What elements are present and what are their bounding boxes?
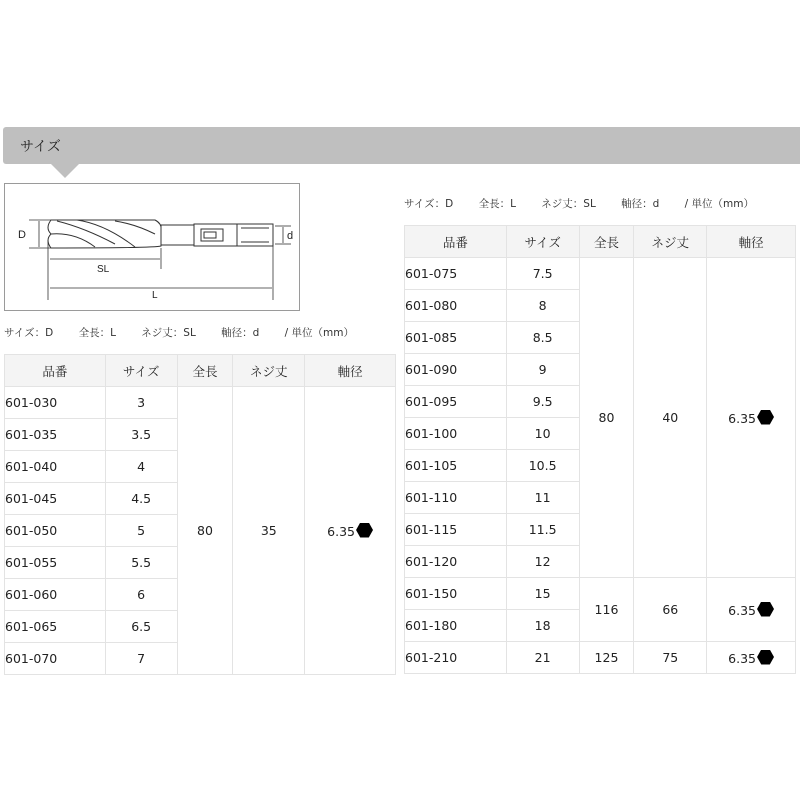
banner-pointer [51, 164, 79, 178]
size: 21 [506, 642, 579, 674]
size: 18 [506, 610, 579, 642]
part-number: 601-065 [5, 611, 106, 643]
part-number: 601-095 [405, 386, 507, 418]
part-number: 601-075 [405, 258, 507, 290]
screw-length: 75 [634, 642, 707, 674]
shank-diameter: 6.35 [327, 523, 356, 539]
table-header-row [405, 226, 796, 258]
header-total-length: 全長 [177, 355, 233, 387]
size: 15 [506, 578, 579, 610]
part-number: 601-035 [5, 419, 106, 451]
part-number: 601-060 [5, 579, 106, 611]
diagram-label-l: L [152, 290, 158, 301]
part-number: 601-040 [5, 451, 106, 483]
part-number: 601-030 [5, 387, 106, 419]
shank-diameter: 6.35 [728, 602, 757, 618]
total-length: 116 [579, 578, 634, 642]
shank-diameter-cell [707, 258, 796, 578]
size: 5 [105, 515, 177, 547]
spec-table-left [4, 354, 396, 675]
size: 4 [105, 451, 177, 483]
shank-diameter-cell [305, 387, 396, 675]
part-number: 601-100 [405, 418, 507, 450]
part-number: 601-045 [5, 483, 106, 515]
part-number: 601-090 [405, 354, 507, 386]
header-size: サイズ [105, 355, 177, 387]
part-number: 601-085 [405, 322, 507, 354]
part-number: 601-115 [405, 514, 507, 546]
screw-length: 66 [634, 578, 707, 642]
size: 6.5 [105, 611, 177, 643]
screw-length: 40 [634, 258, 707, 578]
dimension-legend-right [404, 196, 754, 211]
shank-diameter: 6.35 [728, 650, 757, 666]
section-title: サイズ [20, 139, 61, 155]
shank-diameter: 6.35 [728, 410, 757, 426]
part-number: 601-055 [5, 547, 106, 579]
size: 12 [506, 546, 579, 578]
header-shank-diameter: 軸径 [707, 226, 796, 258]
shank-diameter-cell [707, 642, 796, 674]
legend-shank-diameter: 軸径：d [621, 198, 660, 210]
hex-shank-icon [356, 523, 373, 538]
part-number: 601-210 [405, 642, 507, 674]
header-screw-length: ネジ丈 [634, 226, 707, 258]
header-part-number: 品番 [405, 226, 507, 258]
size: 5.5 [105, 547, 177, 579]
legend-size: サイズ：D [4, 327, 54, 339]
legend-total-length: 全長：L [78, 327, 116, 339]
table-row [405, 578, 796, 610]
shank-diameter-cell [707, 578, 796, 642]
hex-shank-icon [757, 602, 774, 617]
hex-shank-icon [757, 410, 774, 425]
table-row [405, 642, 796, 674]
screw-length: 35 [233, 387, 305, 675]
legend-unit: / 単位（mm） [284, 327, 355, 339]
table-row [5, 387, 396, 419]
legend-unit: / 単位（mm） [684, 198, 755, 210]
part-number: 601-120 [405, 546, 507, 578]
diagram-label-sl: SL [97, 264, 110, 275]
diagram-label-d-upper: D [18, 229, 26, 241]
size: 11.5 [506, 514, 579, 546]
section-banner [3, 127, 800, 164]
part-number: 601-070 [5, 643, 106, 675]
header-part-number: 品番 [5, 355, 106, 387]
total-length: 80 [177, 387, 233, 675]
part-number: 601-150 [405, 578, 507, 610]
size: 3 [105, 387, 177, 419]
header-total-length: 全長 [579, 226, 634, 258]
size: 7.5 [506, 258, 579, 290]
total-length: 125 [579, 642, 634, 674]
dimension-legend-left [4, 325, 354, 340]
header-shank-diameter: 軸径 [305, 355, 396, 387]
legend-screw-length: ネジ丈：SL [541, 198, 596, 210]
diagram-label-d-lower: d [287, 230, 294, 242]
size: 9 [506, 354, 579, 386]
legend-shank-diameter: 軸径：d [221, 327, 260, 339]
size: 8.5 [506, 322, 579, 354]
spec-table-right [404, 225, 796, 674]
header-size: サイズ [506, 226, 579, 258]
size: 10.5 [506, 450, 579, 482]
size: 6 [105, 579, 177, 611]
table-header-row [5, 355, 396, 387]
legend-total-length: 全長：L [478, 198, 516, 210]
part-number: 601-080 [405, 290, 507, 322]
size: 4.5 [105, 483, 177, 515]
size: 8 [506, 290, 579, 322]
size: 3.5 [105, 419, 177, 451]
size: 10 [506, 418, 579, 450]
part-number: 601-050 [5, 515, 106, 547]
total-length: 80 [579, 258, 634, 578]
hex-shank-icon [757, 650, 774, 665]
legend-screw-length: ネジ丈：SL [141, 327, 196, 339]
legend-size: サイズ：D [404, 198, 454, 210]
table-row [405, 258, 796, 290]
part-number: 601-110 [405, 482, 507, 514]
part-number: 601-105 [405, 450, 507, 482]
size: 7 [105, 643, 177, 675]
drill-bit-diagram [4, 183, 300, 311]
size: 9.5 [506, 386, 579, 418]
part-number: 601-180 [405, 610, 507, 642]
header-screw-length: ネジ丈 [233, 355, 305, 387]
drill-bit-drawing-icon [5, 184, 299, 310]
size: 11 [506, 482, 579, 514]
